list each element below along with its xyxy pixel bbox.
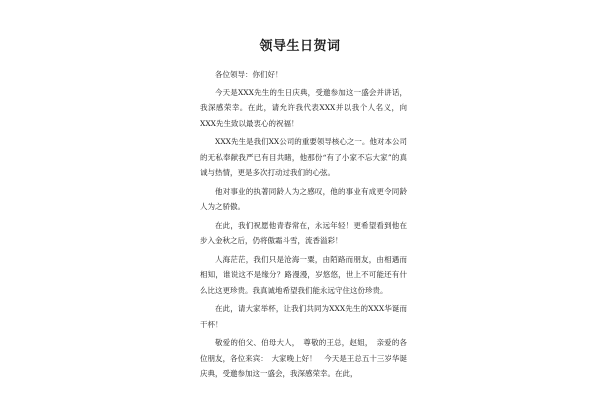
paragraph: 在此，请大家举杯，让我们共同为XXX先生的XXX华诞而干杯！ — [200, 304, 407, 329]
paragraph: 他对事业的执著同龄人为之感叹，他的事业有成更令同龄人为之骄傲。 — [200, 186, 407, 211]
document-title: 领导生日贺词 — [259, 39, 341, 54]
document-body — [200, 67, 407, 385]
paragraph: 敬爱的伯父、伯母大人， 尊敬的王总，赵姐， 亲爱的各位朋友，各位来宾： 大家晚上好！ 今天是王总五十三岁华诞庆典，受邀参加这一盛会，我深感荣幸。在此， — [200, 338, 407, 378]
paragraph: 在此，我们祝愿他青春常在，永远年轻！更希望看到他在步入金秋之后，仍将傲霜斗雪，流香溢彩！ — [200, 220, 407, 245]
paragraph: XXX先生是我们XX公司的重要领导核心之一。他对本公司的无私奉献我严已有目共睹，他那份“有了小家不忘大家”的真诚与热情，更是多次打动过我们的心弦。 — [200, 137, 407, 177]
paragraph: 今天是XXX先生的生日庆典，受邀参加这一盛会并讲话，我深感荣幸。在此，请允许我代表XXX并以我个人名义，向XXX先生致以最衷心的祝福！ — [200, 87, 407, 128]
paragraph: 人海茫茫，我们只是沧海一粟，由陌路而朋友，由相遇而相知，谁说这不是缘分？路漫漫，岁悠悠，世上不可能还有什么比这更珍贵。我真诚地希望我们能永远守住这份珍贵。 — [200, 254, 407, 295]
paragraph-greeting: 各位领导：你们好！ — [215, 70, 283, 79]
